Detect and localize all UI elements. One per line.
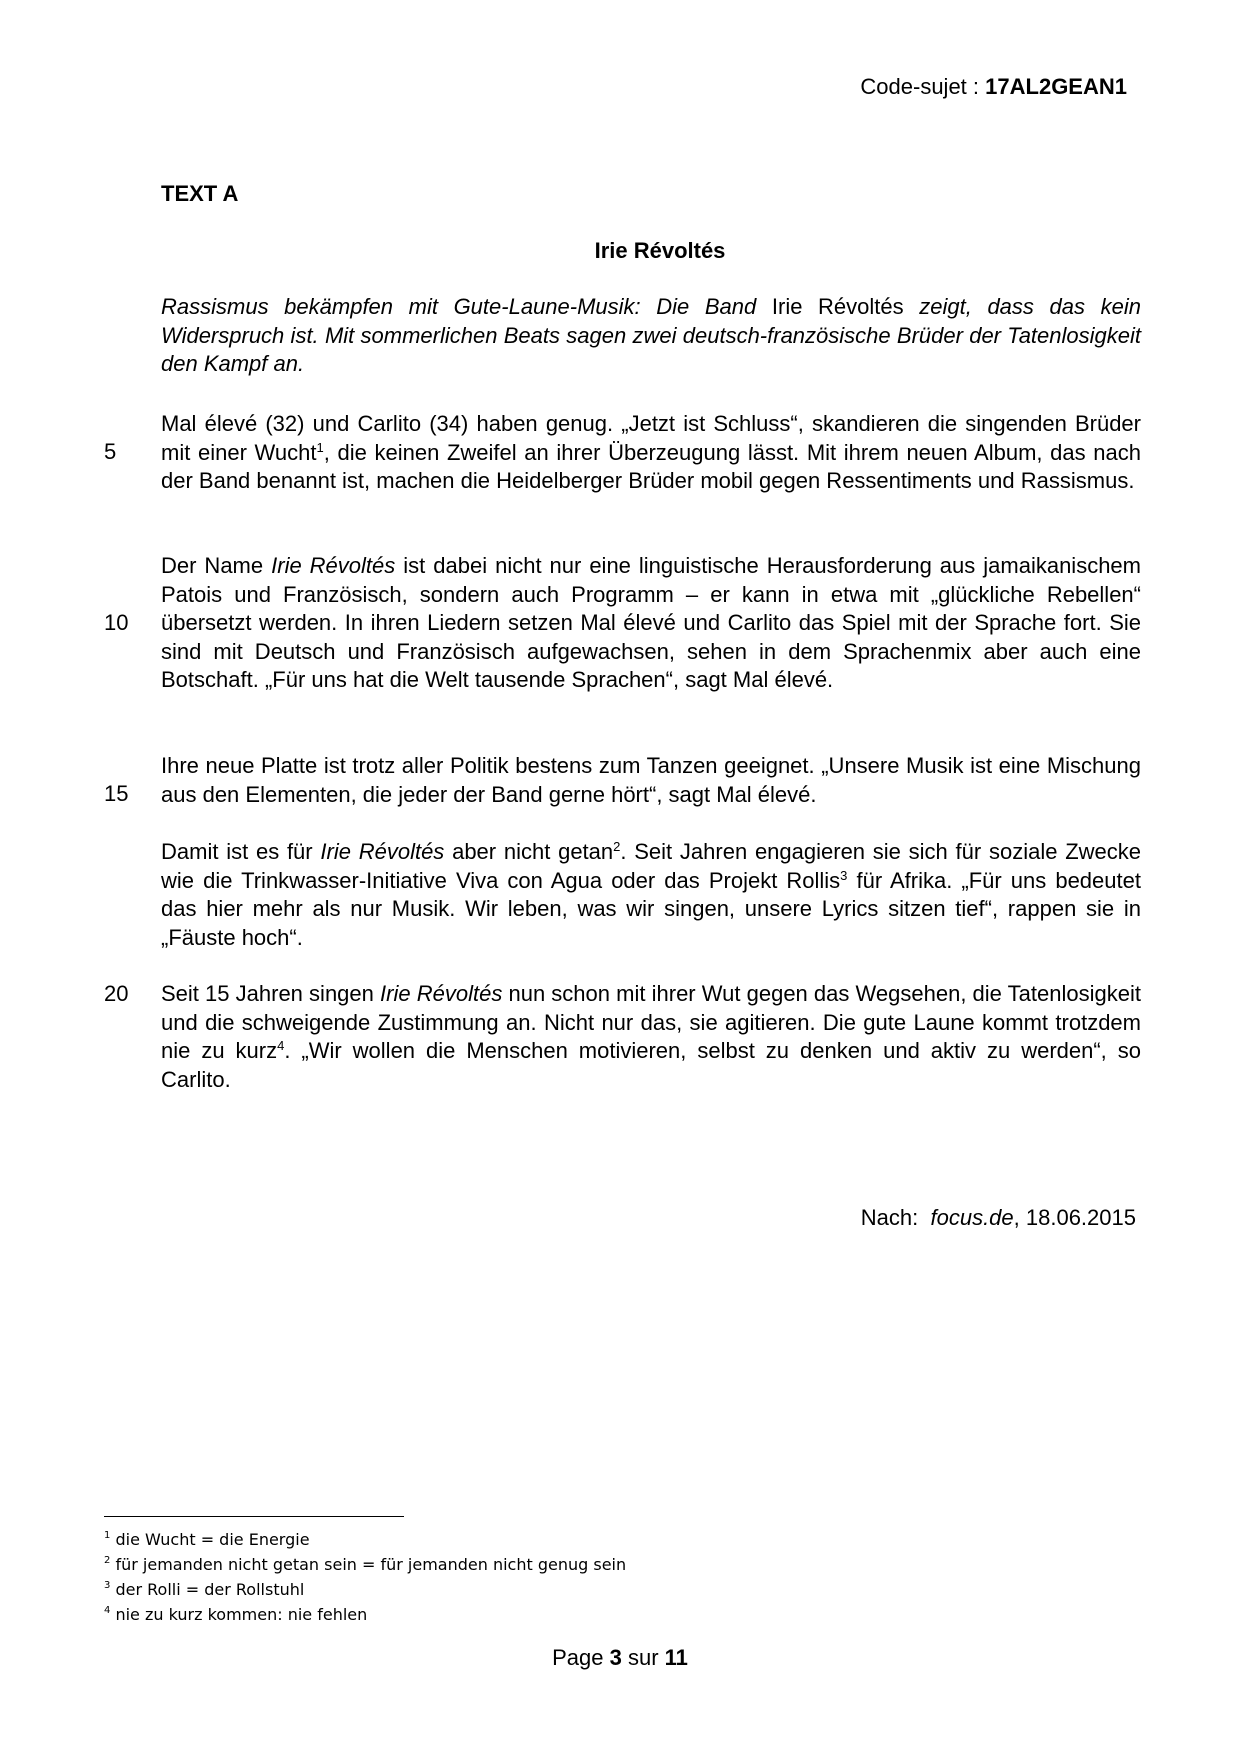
footnote-ref-4: 4: [277, 1038, 285, 1053]
p4-text-b: aber nicht getan: [452, 839, 614, 864]
footnote-text: der Rolli = der Rollstuhl: [115, 1580, 305, 1599]
paragraph-4: [161, 838, 1141, 952]
p1-text-a: Mal élevé (32) und Carlito (34) haben genug. „Jetzt ist Schluss“, skandieren die singenden Brüder mit einer Wucht: [161, 411, 1141, 465]
footnote-number: 1: [104, 1530, 111, 1541]
p1-text-b: , die keinen Zweifel an ihrer Überzeugung lässt. Mit ihrem neuen Album, das nach der Band benannt ist, machen die Heidelberger Brüder mobil gegen Ressentiments und Rassismus.: [161, 439, 1141, 493]
p4-text-a: Damit ist es für: [161, 839, 313, 864]
page-word: Page: [552, 1645, 604, 1670]
footnote-ref-3: 3: [840, 867, 848, 883]
page-number: [0, 1645, 1240, 1671]
intro-paragraph: [161, 293, 1141, 379]
page-total: 11: [664, 1645, 688, 1670]
section-label: TEXT A: [161, 181, 239, 206]
footnote-number: 3: [104, 1580, 111, 1591]
footnote-text: für jemanden nicht getan sein = für jemanden nicht genug sein: [115, 1555, 627, 1574]
footnote-number: 2: [104, 1555, 111, 1566]
p5-band: Irie Révoltés: [380, 981, 503, 1006]
line-number: 5: [104, 439, 117, 464]
footnote-ref-2: 2: [613, 839, 621, 854]
intro-part1: Rassismus bekämpfen mit Gute-Laune-Musik: Die Band: [161, 294, 757, 319]
article-title: Irie Révoltés: [594, 238, 726, 263]
footnote-text: nie zu kurz kommen: nie fehlen: [115, 1605, 368, 1624]
footnote-3: [104, 1578, 304, 1602]
line-number: 10: [104, 610, 129, 635]
p2-text-a: Der Name: [161, 553, 264, 578]
footnote-4: [104, 1603, 367, 1627]
line-number: 20: [104, 981, 129, 1006]
p5-text-b: nun schon mit ihrer Wut gegen das Wegsehen, die Tatenlosigkeit und die schweigende Zustimmung an. Nicht nur das, sie agitieren. Die gute Laune kommt trotzdem nie zu kurz: [161, 981, 1141, 1063]
line-number: 15: [104, 781, 129, 806]
footnote-text: die Wucht = die Energie: [115, 1530, 310, 1549]
paragraph-3: Ihre neue Platte ist trotz aller Politik bestens zum Tanzen geeignet. „Unsere Musik ist eine Mischung aus den Elementen, die jeder der Band gerne hört“, sagt Mal élevé.: [161, 753, 1141, 807]
source-prefix: Nach:: [860, 1205, 919, 1230]
code-sujet: [860, 74, 1127, 100]
paragraph-1: [161, 410, 1141, 496]
code-value: 17AL2GEAN1: [985, 74, 1127, 99]
p2-band: Irie Révoltés: [271, 553, 396, 578]
p4-text-d: für Afrika. „Für uns bedeutet das hier mehr als nur Musik. Wir leben, was wir singen, unsere Lyrics sitzen tief“, rappen sie in „Fäuste hoch“.: [161, 867, 1141, 950]
source-date: , 18.06.2015: [1013, 1205, 1136, 1230]
source-citation: [861, 1205, 1136, 1231]
p4-text-c: . Seit Jahren engagieren sie sich für soziale Zwecke wie die Trinkwasser-Initiative Viva con Agua oder das Projekt Rollis: [161, 839, 1142, 893]
footnote-number: 4: [104, 1605, 111, 1616]
paragraph-2: [161, 552, 1141, 695]
intro-band: Irie Révoltés: [771, 294, 904, 319]
paragraph-5: [161, 980, 1141, 1094]
footnote-divider: [104, 1516, 404, 1517]
page-current: 3: [609, 1645, 622, 1670]
p5-text-c: . „Wir wollen die Menschen motivieren, selbst zu denken und aktiv zu werden“, so Carlito.: [161, 1038, 1141, 1092]
p4-band: Irie Révoltés: [320, 839, 445, 864]
footnote-ref-1: 1: [316, 439, 324, 455]
p5-text-a: Seit 15 Jahren singen: [161, 981, 374, 1006]
intro-part2: zeigt, dass das kein Widerspruch ist. Mit sommerlichen Beats sagen zwei deutsch-französische Brüder der Tatenlosigkeit den Kampf an.: [161, 294, 1141, 376]
p2-text-b: ist dabei nicht nur eine linguistische Herausforderung aus jamaikanischem Patois und Französisch, sondern auch Programm – er kann in etwa mit „glückliche Rebellen“ übersetzt werden. In ihren Liedern setzen Mal élevé und Carlito das Spiel mit der Sprache fort. Sie sind mit Deutsch und Französisch aufgewachsen, sehen in dem Sprachenmix aber auch eine Botschaft. „Für uns hat die Welt tausende Sprachen“, sagt Mal élevé.: [161, 553, 1141, 692]
footnote-1: [104, 1528, 310, 1552]
code-label: Code-sujet :: [860, 74, 980, 99]
page-of: sur: [627, 1645, 659, 1670]
footnote-2: [104, 1553, 626, 1577]
source-site: focus.de: [930, 1205, 1014, 1230]
